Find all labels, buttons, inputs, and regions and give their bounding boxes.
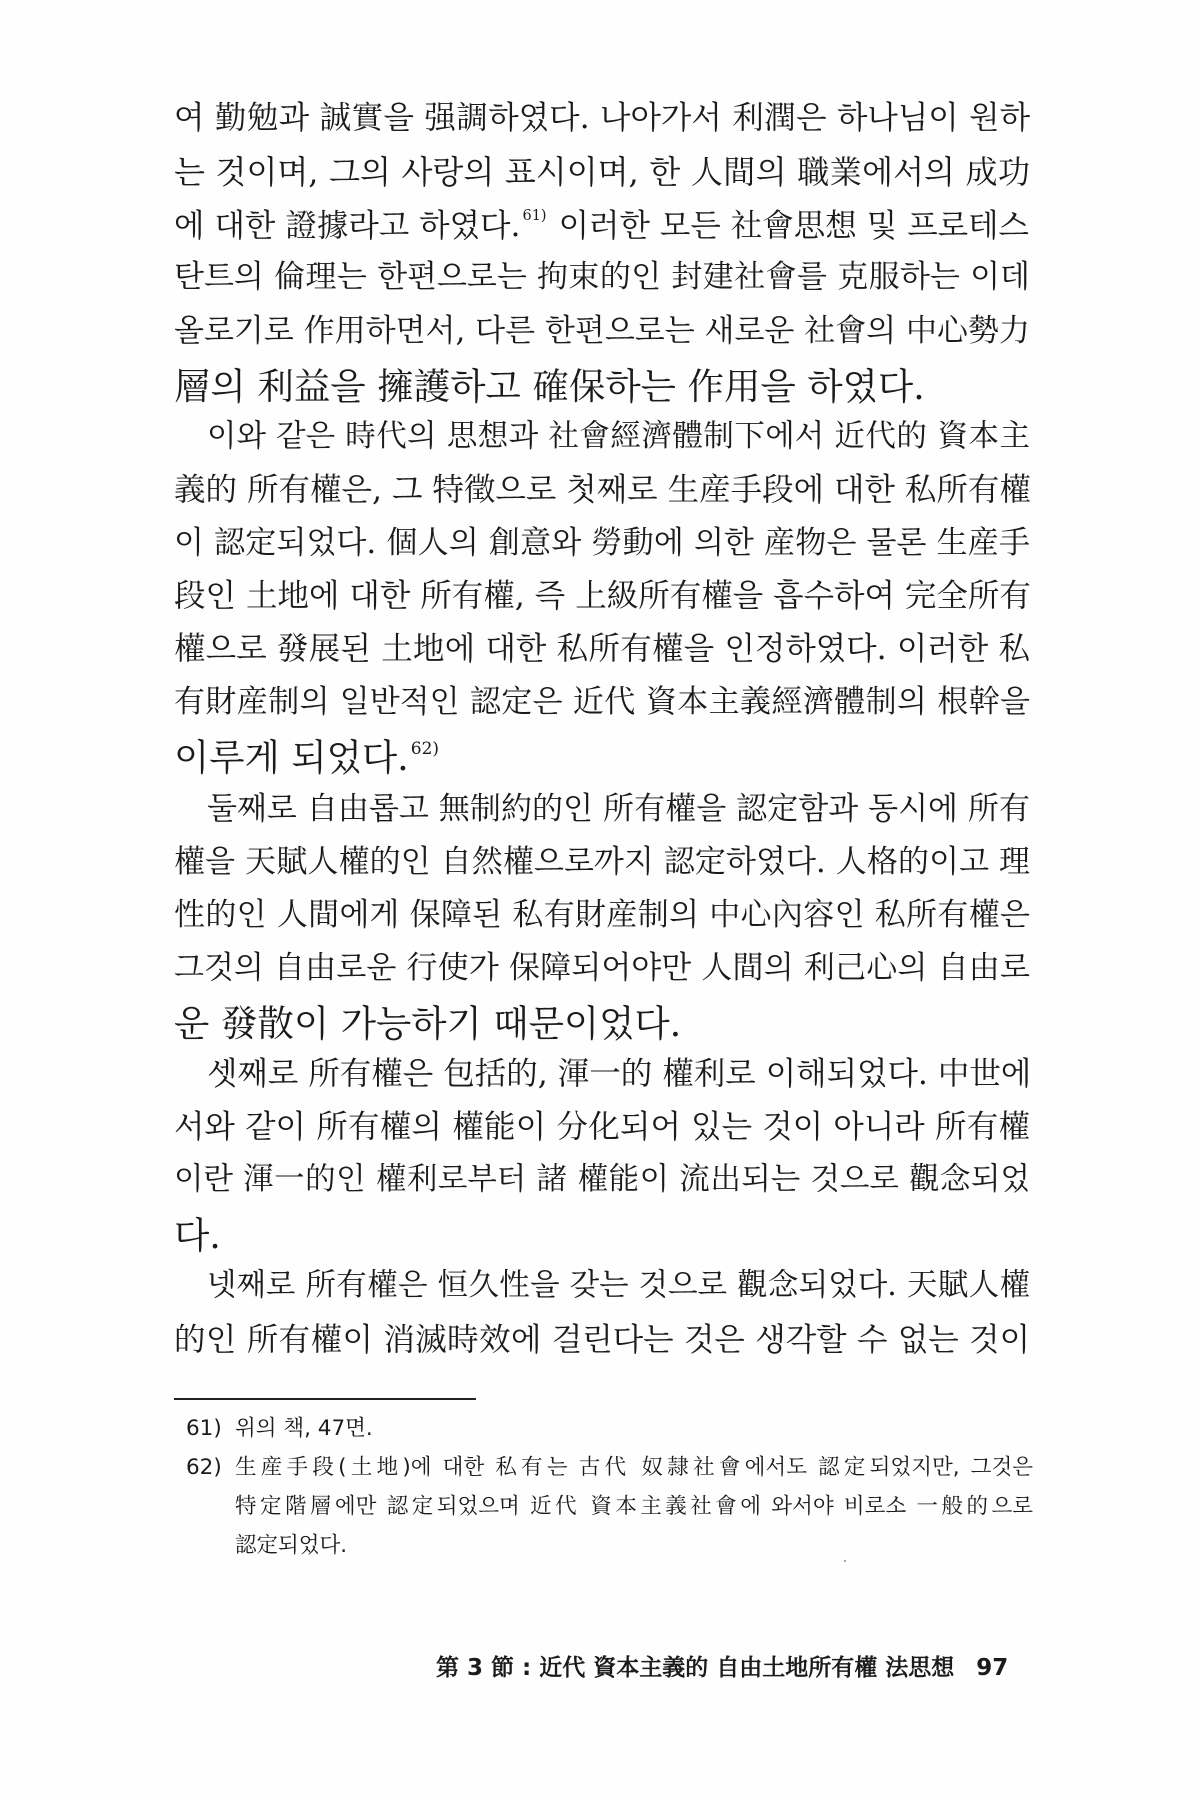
text-line: 性的인 人間에게 保障된 私有財産制의 中心內容인 私所有權은 [174,897,1030,933]
text-line: 權으로 發展된 土地에 대한 私所有權을 인정하였다. 이러한 私 [174,631,1030,667]
text-line: 탄트의 倫理는 한편으로는 拘束的인 封建社會를 克服하는 이데 [174,259,1030,295]
text-fragment: 에 대한 證據라고 하였다. [174,208,521,244]
footnote-number-62: 62) [186,1455,222,1480]
text-line: 義的 所有權은, 그 特徵으로 첫째로 生産手段에 대한 私所有權 [174,472,1031,508]
text-line: 有財産制의 일반적인 認定은 近代 資本主義經濟體制의 根幹을 [174,684,1030,720]
text-line: 이 認定되었다. 個人의 創意와 勞動에 의한 産物은 물론 生産手 [174,525,1030,561]
footnote-divider [174,1398,476,1400]
scan-speck [844,1560,846,1562]
text-line: 올로기로 作用하면서, 다른 한편으로는 새로운 社會의 中心勢力 [174,313,1031,349]
text-line [174,209,1030,243]
footnote-text-62-line: 認定되었다. [235,1533,348,1558]
footnote-number-61: 61) [186,1416,222,1441]
text-line: 的인 所有權이 消滅時效에 걸린다는 것은 생각할 수 없는 것이 [174,1322,1030,1358]
text-line: 層의 利益을 擁護하고 確保하는 作用을 하였다. [174,365,925,408]
text-fragment: 이러한 모든 社會思想 및 프로테스 [548,208,1029,244]
footnote-text-61: 위의 책, 47면. [235,1416,373,1441]
section-title: 第 3 節 : 近代 資本主義的 自由土地所有權 法思想 [436,1655,955,1681]
text-fragment: 이루게 되었다. [174,736,409,779]
text-line: 셋째로 所有權은 包括的, 渾一的 權利로 이해되었다. 中世에 [207,1056,1032,1092]
text-line: 운 發散이 가능하기 때문이었다. [174,1002,682,1045]
text-line: 이란 渾一的인 權利로부터 諸 權能이 流出되는 것으로 觀念되었 [174,1162,1030,1197]
text-line: 는 것이며, 그의 사랑의 표시이며, 한 人間의 職業에서의 成功 [174,153,1030,191]
running-footer [436,1649,1008,1682]
footnote-text-62-line: 特定階層에만 認定되었으며 近代 資本主義社會에 와서야 비로소 一般的으로 [235,1494,1033,1519]
footnote-text-62-line: 生産手段(土地)에 대한 私有는 古代 奴隷社會에서도 認定되었지만, 그것은 [235,1455,1033,1480]
footnote-ref-62: 62) [410,739,440,759]
text-line: 둘째로 自由롭고 無制約的인 所有權을 認定함과 동시에 所有 [207,791,1030,827]
text-line: 서와 같이 所有權의 權能이 分化되어 있는 것이 아니라 所有權 [174,1109,1030,1145]
text-line: 여 勤勉과 誠實을 强調하였다. 나아가서 利潤은 하나님이 원하 [174,100,1030,136]
text-line [174,736,1030,779]
text-line: 이와 같은 時代의 思想과 社會經濟體制下에서 近代的 資本主 [207,419,1030,454]
text-line: 다. [174,1214,221,1257]
text-line: 權을 天賦人權的인 自然權으로까지 認定하였다. 人格的이고 理 [174,844,1030,880]
text-line: 넷째로 所有權은 恒久性을 갖는 것으로 觀念되었다. 天賦人權 [207,1268,1030,1303]
footnote-ref-61: 61) [522,208,547,224]
text-line: 그것의 自由로운 行使가 保障되어야만 人間의 利己心의 自由로 [174,950,1030,986]
page-number: 97 [976,1655,1009,1681]
text-line: 段인 土地에 대한 所有權, 즉 上級所有權을 흡수하여 完全所有 [174,578,1031,614]
